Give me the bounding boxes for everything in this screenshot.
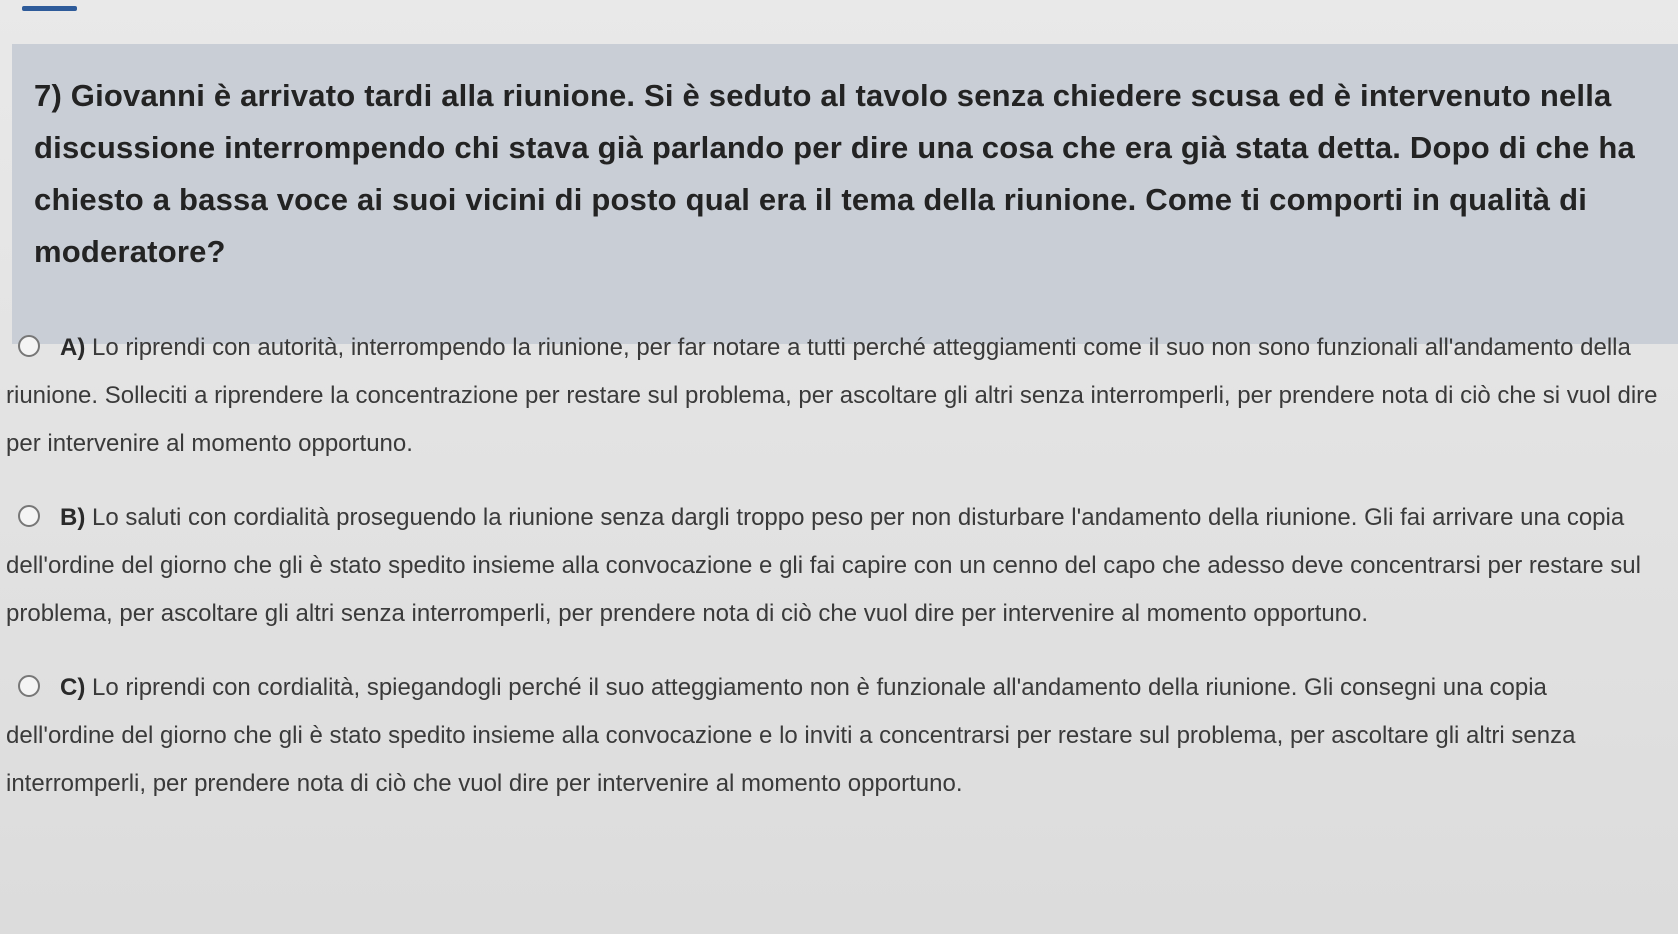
radio-option-b[interactable] (18, 505, 40, 527)
radio-option-c[interactable] (18, 675, 40, 697)
top-tab-indicator (22, 6, 77, 11)
option-a-text: Lo riprendi con autorità, interrompendo la riunione, per far notare a tutti perché atteggiamenti come il suo non sono funzionali all'andamento della riunione. Solleciti a riprendere la concentrazione per restare sul problema, per ascoltare gli altri senza interromperli, per prendere nota di ciò che si vuol dire per intervenire al momento opportuno. (6, 334, 1658, 457)
radio-option-a[interactable] (18, 335, 40, 357)
option-b[interactable] (0, 494, 1678, 638)
question-panel (12, 44, 1678, 344)
option-c[interactable] (0, 664, 1678, 808)
option-b-letter: B) (60, 504, 86, 531)
option-a[interactable] (0, 324, 1678, 468)
option-c-text: Lo riprendi con cordialità, spiegandogli perché il suo atteggiamento non è funzionale all'andamento della riunione. Gli consegni una copia dell'ordine del giorno che gli è stato spedito insieme alla convocazione e lo inviti a concentrarsi per restare sul problema, per ascoltare gli altri senza interromperli, per prendere nota di ciò che vuol dire per intervenire al momento opportuno. (6, 674, 1576, 797)
answer-options (0, 324, 1678, 808)
option-a-letter: A) (60, 334, 86, 361)
option-b-text: Lo saluti con cordialità proseguendo la riunione senza dargli troppo peso per non disturbare l'andamento della riunione. Gli fai arrivare una copia dell'ordine del giorno che gli è stato spedito insieme alla convocazione e gli fai capire con un cenno del capo che adesso deve concentrarsi per restare sul problema, per ascoltare gli altri senza interromperli, per prendere nota di ciò che vuol dire per intervenire al momento opportuno. (6, 504, 1641, 627)
question-text: 7) Giovanni è arrivato tardi alla riunione. Si è seduto al tavolo senza chiedere scusa ed è intervenuto nella discussione interrompendo chi stava già parlando per dire una cosa che era già stata detta. Dopo di che ha chiesto a bassa voce ai suoi vicini di posto qual era il tema della riunione. Come ti comporti in qualità di moderatore? (34, 78, 1635, 269)
option-c-letter: C) (60, 674, 86, 701)
